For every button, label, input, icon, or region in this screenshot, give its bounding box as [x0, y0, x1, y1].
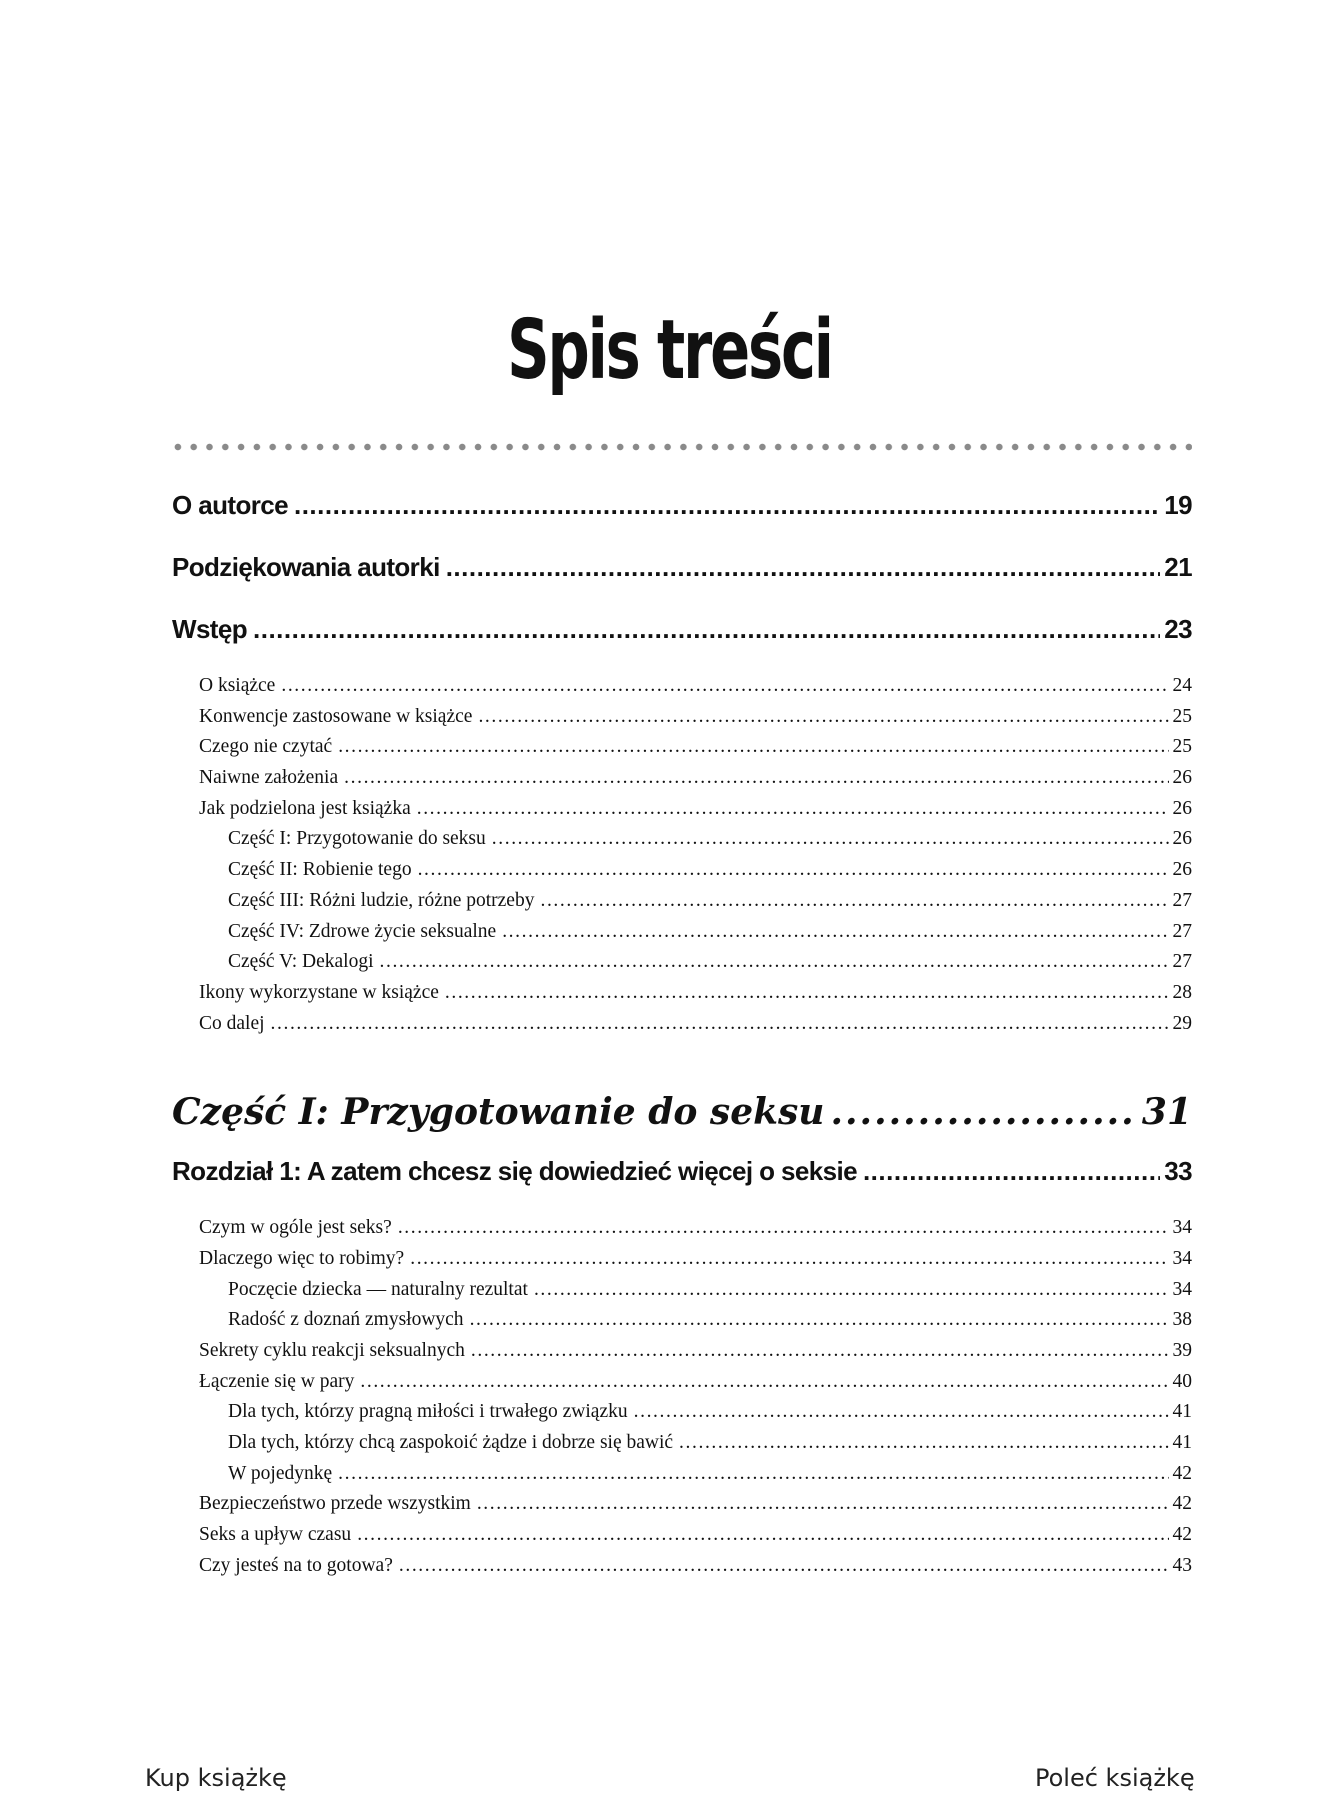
toc-page-number: 27 [1172, 920, 1192, 942]
toc-page-number: 39 [1172, 1340, 1192, 1361]
dot-leader [418, 855, 1169, 886]
dot-leader [338, 732, 1168, 763]
toc-entry [172, 1551, 1192, 1582]
dot-leader [357, 1520, 1168, 1551]
toc-entry-title: Rozdział 1: A zatem chcesz się dowiedzieć więcej o seksie [172, 1156, 857, 1187]
toc-page-number: 31 [1141, 1091, 1192, 1134]
toc-entry-title: Część IV: Zdrowe życie seksualne [228, 920, 497, 942]
dot-leader [360, 1367, 1168, 1398]
toc-entry [172, 1244, 1192, 1275]
dot-leader [679, 1428, 1168, 1459]
toc-entry-title: Sekrety cyklu reakcji seksualnych [199, 1340, 465, 1361]
dot-leader [344, 763, 1168, 794]
dot-leader [281, 671, 1168, 702]
dot-leader [380, 947, 1169, 978]
toc-entry [172, 1489, 1192, 1520]
toc-heading-entry [172, 609, 1192, 671]
toc-entry [172, 732, 1192, 763]
toc-entry [172, 824, 1192, 855]
toc-entry [172, 763, 1192, 794]
table-of-contents [172, 485, 1192, 1582]
toc-entry [172, 1397, 1192, 1428]
toc-entry-title: Czy jesteś na to gotowa? [199, 1554, 393, 1576]
toc-entry [172, 1275, 1192, 1306]
toc-page-number: 42 [1172, 1493, 1192, 1515]
dot-leader [478, 702, 1168, 733]
toc-entry-title: Podziękowania autorki [172, 552, 440, 582]
toc-entry-title: Ikony wykorzystane w książce [199, 981, 439, 1003]
toc-page-number: 40 [1172, 1370, 1192, 1392]
dot-leader [271, 1009, 1169, 1040]
toc-entry-title: W pojedynkę [228, 1462, 333, 1484]
toc-page-number: 33 [1164, 1156, 1192, 1187]
toc-entry [172, 855, 1192, 886]
dot-leader [492, 824, 1169, 855]
toc-entry [172, 1213, 1192, 1244]
dot-leader [410, 1244, 1168, 1275]
dot-leader [470, 1305, 1169, 1336]
dot-leader [399, 1551, 1169, 1582]
toc-page-number: 23 [1164, 614, 1192, 644]
toc-entry [172, 1367, 1192, 1398]
toc-entry-title: Część I: Przygotowanie do seksu [172, 1091, 825, 1134]
toc-page-number: 26 [1172, 767, 1192, 789]
dot-leader [446, 547, 1161, 587]
page-title: Spis treści [507, 303, 832, 398]
toc-entry-title: Wstęp [172, 614, 248, 644]
toc-page-number: 21 [1164, 552, 1192, 582]
toc-entry-title: Co dalej [199, 1012, 265, 1034]
toc-page-number: 38 [1172, 1309, 1192, 1331]
toc-page-number: 25 [1172, 736, 1192, 758]
toc-page-number: 19 [1164, 490, 1192, 520]
toc-heading-entry [172, 1151, 1192, 1213]
toc-page-number: 27 [1172, 951, 1192, 973]
toc-entry [172, 1305, 1192, 1336]
toc-entry-title: Dlaczego więc to robimy? [199, 1247, 405, 1269]
toc-entry-title: Radość z doznań zmysłowych [228, 1309, 464, 1331]
dot-leader [830, 1073, 1137, 1151]
toc-page-number: 43 [1172, 1554, 1192, 1576]
toc-entry [172, 671, 1192, 702]
toc-entry-title: Jak podzielona jest książka [199, 797, 411, 819]
toc-entry [172, 947, 1192, 978]
toc-entry-title: Łączenie się w pary [199, 1370, 355, 1392]
recommend-book-link[interactable]: Poleć książkę [1035, 1764, 1195, 1792]
toc-page-number: 34 [1172, 1278, 1192, 1300]
toc-page-number: 26 [1172, 828, 1192, 850]
dot-leader [253, 609, 1160, 649]
toc-page-number: 34 [1172, 1217, 1192, 1239]
toc-entry [172, 978, 1192, 1009]
dot-leader [540, 886, 1168, 917]
toc-entry-title: O autorce [172, 490, 288, 520]
toc-page-number: 24 [1172, 675, 1192, 696]
toc-entry-title: Bezpieczeństwo przede wszystkim [199, 1493, 471, 1515]
dot-leader [863, 1151, 1160, 1191]
toc-page-number: 27 [1172, 889, 1192, 911]
buy-book-link[interactable]: Kup książkę [145, 1764, 287, 1792]
toc-page-number: 41 [1172, 1432, 1192, 1454]
dot-leader [417, 794, 1169, 825]
toc-entry [172, 1336, 1192, 1367]
dot-leader [477, 1489, 1169, 1520]
toc-page-number: 29 [1172, 1012, 1192, 1034]
dot-leader [502, 917, 1168, 948]
toc-part-entry [172, 1073, 1192, 1151]
toc-entry [172, 1459, 1192, 1490]
toc-heading-entry [172, 485, 1192, 547]
toc-entry [172, 702, 1192, 733]
toc-page-number: 25 [1172, 705, 1192, 727]
toc-entry [172, 794, 1192, 825]
dot-leader [294, 485, 1160, 525]
toc-entry [172, 1428, 1192, 1459]
toc-entry-title: Konwencje zastosowane w książce [199, 705, 473, 727]
dot-leader [445, 978, 1169, 1009]
toc-entry-title: Dla tych, którzy pragną miłości i trwałego związku [228, 1401, 628, 1423]
dot-leader [634, 1397, 1169, 1428]
toc-entry [172, 917, 1192, 948]
toc-page-number: 41 [1172, 1401, 1192, 1423]
toc-entry [172, 1009, 1192, 1040]
dot-leader [471, 1336, 1169, 1367]
toc-entry-title: Część V: Dekalogi [228, 951, 374, 973]
toc-entry [172, 886, 1192, 917]
dot-leader [398, 1213, 1169, 1244]
dotted-divider [170, 443, 1192, 451]
toc-entry-title: Część II: Robienie tego [228, 859, 412, 881]
toc-entry-title: Część III: Różni ludzie, różne potrzeby [228, 889, 535, 911]
toc-entry-title: Poczęcie dziecka — naturalny rezultat [228, 1278, 528, 1300]
toc-entry-title: Seks a upływ czasu [199, 1524, 352, 1546]
toc-entry-title: O książce [199, 675, 276, 696]
toc-page-number: 42 [1172, 1462, 1192, 1484]
toc-entry-title: Dla tych, którzy chcą zaspokoić żądze i dobrze się bawić [228, 1432, 674, 1454]
toc-page-number: 42 [1172, 1524, 1192, 1546]
toc-page-number: 26 [1172, 797, 1192, 819]
toc-heading-entry [172, 547, 1192, 609]
toc-page-number: 26 [1172, 859, 1192, 881]
toc-page-number: 28 [1172, 981, 1192, 1003]
toc-entry [172, 1520, 1192, 1551]
toc-entry-title: Część I: Przygotowanie do seksu [228, 828, 486, 850]
toc-page-number: 34 [1172, 1247, 1192, 1269]
dot-leader [338, 1459, 1168, 1490]
toc-entry-title: Czym w ogóle jest seks? [199, 1217, 392, 1239]
toc-entry-title: Naiwne założenia [199, 767, 339, 789]
dot-leader [534, 1275, 1169, 1306]
toc-entry-title: Czego nie czytać [199, 736, 333, 758]
